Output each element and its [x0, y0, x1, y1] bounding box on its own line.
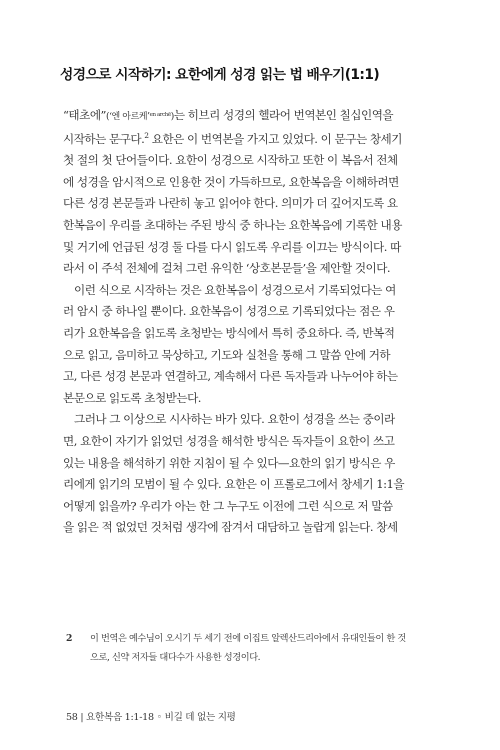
paragraph-line: 에 성경을 암시적으로 인용한 것이 가득하므로, 요한복음을 이해하려면	[63, 174, 399, 189]
paragraph-line: 으로 읽고, 음미하고 묵상하고, 기도와 실천을 통해 그 말씀 안에 거하	[63, 347, 391, 362]
footnote-line: 으로, 신약 저자들 대다수가 사용한 성경이다.	[90, 652, 261, 663]
page-folio: 58 | 요한복음 1:1-18 ◦ 비길 데 없는 지평	[66, 712, 236, 723]
paragraph-line: 리가 요한복음을 읽도록 초청받는 방식에서 특히 중요하다. 즉, 반복적	[63, 325, 395, 340]
paragraph-line: 다른 성경 본문들과 나란히 놓고 읽어야 한다. 의미가 더 깊어지도록 요	[63, 196, 398, 211]
quoted-phrase: “태초에”	[63, 108, 106, 122]
section-heading: 성경으로 시작하기: 요한에게 성경 읽는 법 배우기(1:1)	[60, 67, 380, 83]
paragraph-line: 리에게 읽기의 모범이 될 수 있다. 요한은 이 프롤로그에서 창세기 1:1을	[63, 477, 405, 492]
body-text	[63, 105, 453, 539]
greek-gloss: (‘엔 아르케’$^{en archē}$)	[105, 112, 174, 122]
paragraph-line: “태초에”(‘엔 아르케’$^{en archē}$)는 히브리 성경의 헬라어 번역본인 칠십인역을	[63, 108, 394, 122]
paragraph-line: 그러나 그 이상으로 시사하는 바가 있다. 요한이 성경을 쓰는 중이라	[74, 412, 395, 427]
paragraph-line: 한복음이 우리를 초대하는 주된 방식 중 하나는 요한복음에 기록한 내용	[63, 217, 402, 232]
paragraph-line: 면, 요한이 자기가 읽었던 성경을 해석한 방식은 독자들이 요한이 쓰고	[63, 433, 395, 448]
paragraph-line: 본문으로 읽도록 초청받는다.	[63, 390, 201, 405]
paragraph-line: 시작하는 문구다.$^2$ 요한은 이 번역본을 가지고 있었다. 이 문구는 창세기	[63, 130, 402, 146]
paragraph-line: 을 읽은 적 없었던 것처럼 생각에 잠겨서 대담하고 놀랍게 읽는다. 창세	[63, 520, 398, 535]
footnote-line: 이 번역은 예수님이 오시기 두 세기 전에 이집트 알렉산드리아에서 유대인들이 한 것	[90, 633, 406, 644]
paragraph-line: 있는 내용을 해석하기 위한 지침이 될 수 있다—요한의 읽기 방식은 우	[63, 455, 395, 470]
paragraph-line: 이런 식으로 시작하는 것은 요한복음이 성경으로서 기록되었다는 여	[74, 282, 396, 297]
paragraph-line: 고, 다른 성경 본문과 연결하고, 계속해서 다른 독자들과 나누어야 하는	[63, 369, 398, 384]
paragraph-2	[63, 280, 453, 410]
paragraph-line: 첫 절의 첫 단어들이다. 요한이 성경으로 시작하고 또한 이 복음서 전체	[63, 153, 398, 168]
paragraph-line: 및 거기에 언급된 성경 둘 다를 다시 읽도록 우리를 이끄는 방식이다. 따	[63, 239, 401, 254]
paragraph-1	[63, 105, 453, 280]
footnote-number: 2	[66, 633, 72, 644]
paragraph-line: 라서 이 주석 전체에 걸쳐 그런 유익한 ‘상호본문들’을 제안할 것이다.	[63, 261, 391, 276]
footnote-text	[90, 629, 450, 667]
paragraph-line: 러 암시 중 하나일 뿐이다. 요한복음이 성경으로 기록되었다는 점은 우	[63, 304, 395, 319]
transliteration: en archē	[149, 112, 171, 118]
footnote-marker[interactable]: 2	[144, 130, 149, 140]
paragraph-3	[63, 409, 453, 539]
paragraph-line: 어떻게 읽을까? 우리가 아는 한 그 누구도 이전에 그런 식으로 저 말씀	[63, 498, 393, 513]
